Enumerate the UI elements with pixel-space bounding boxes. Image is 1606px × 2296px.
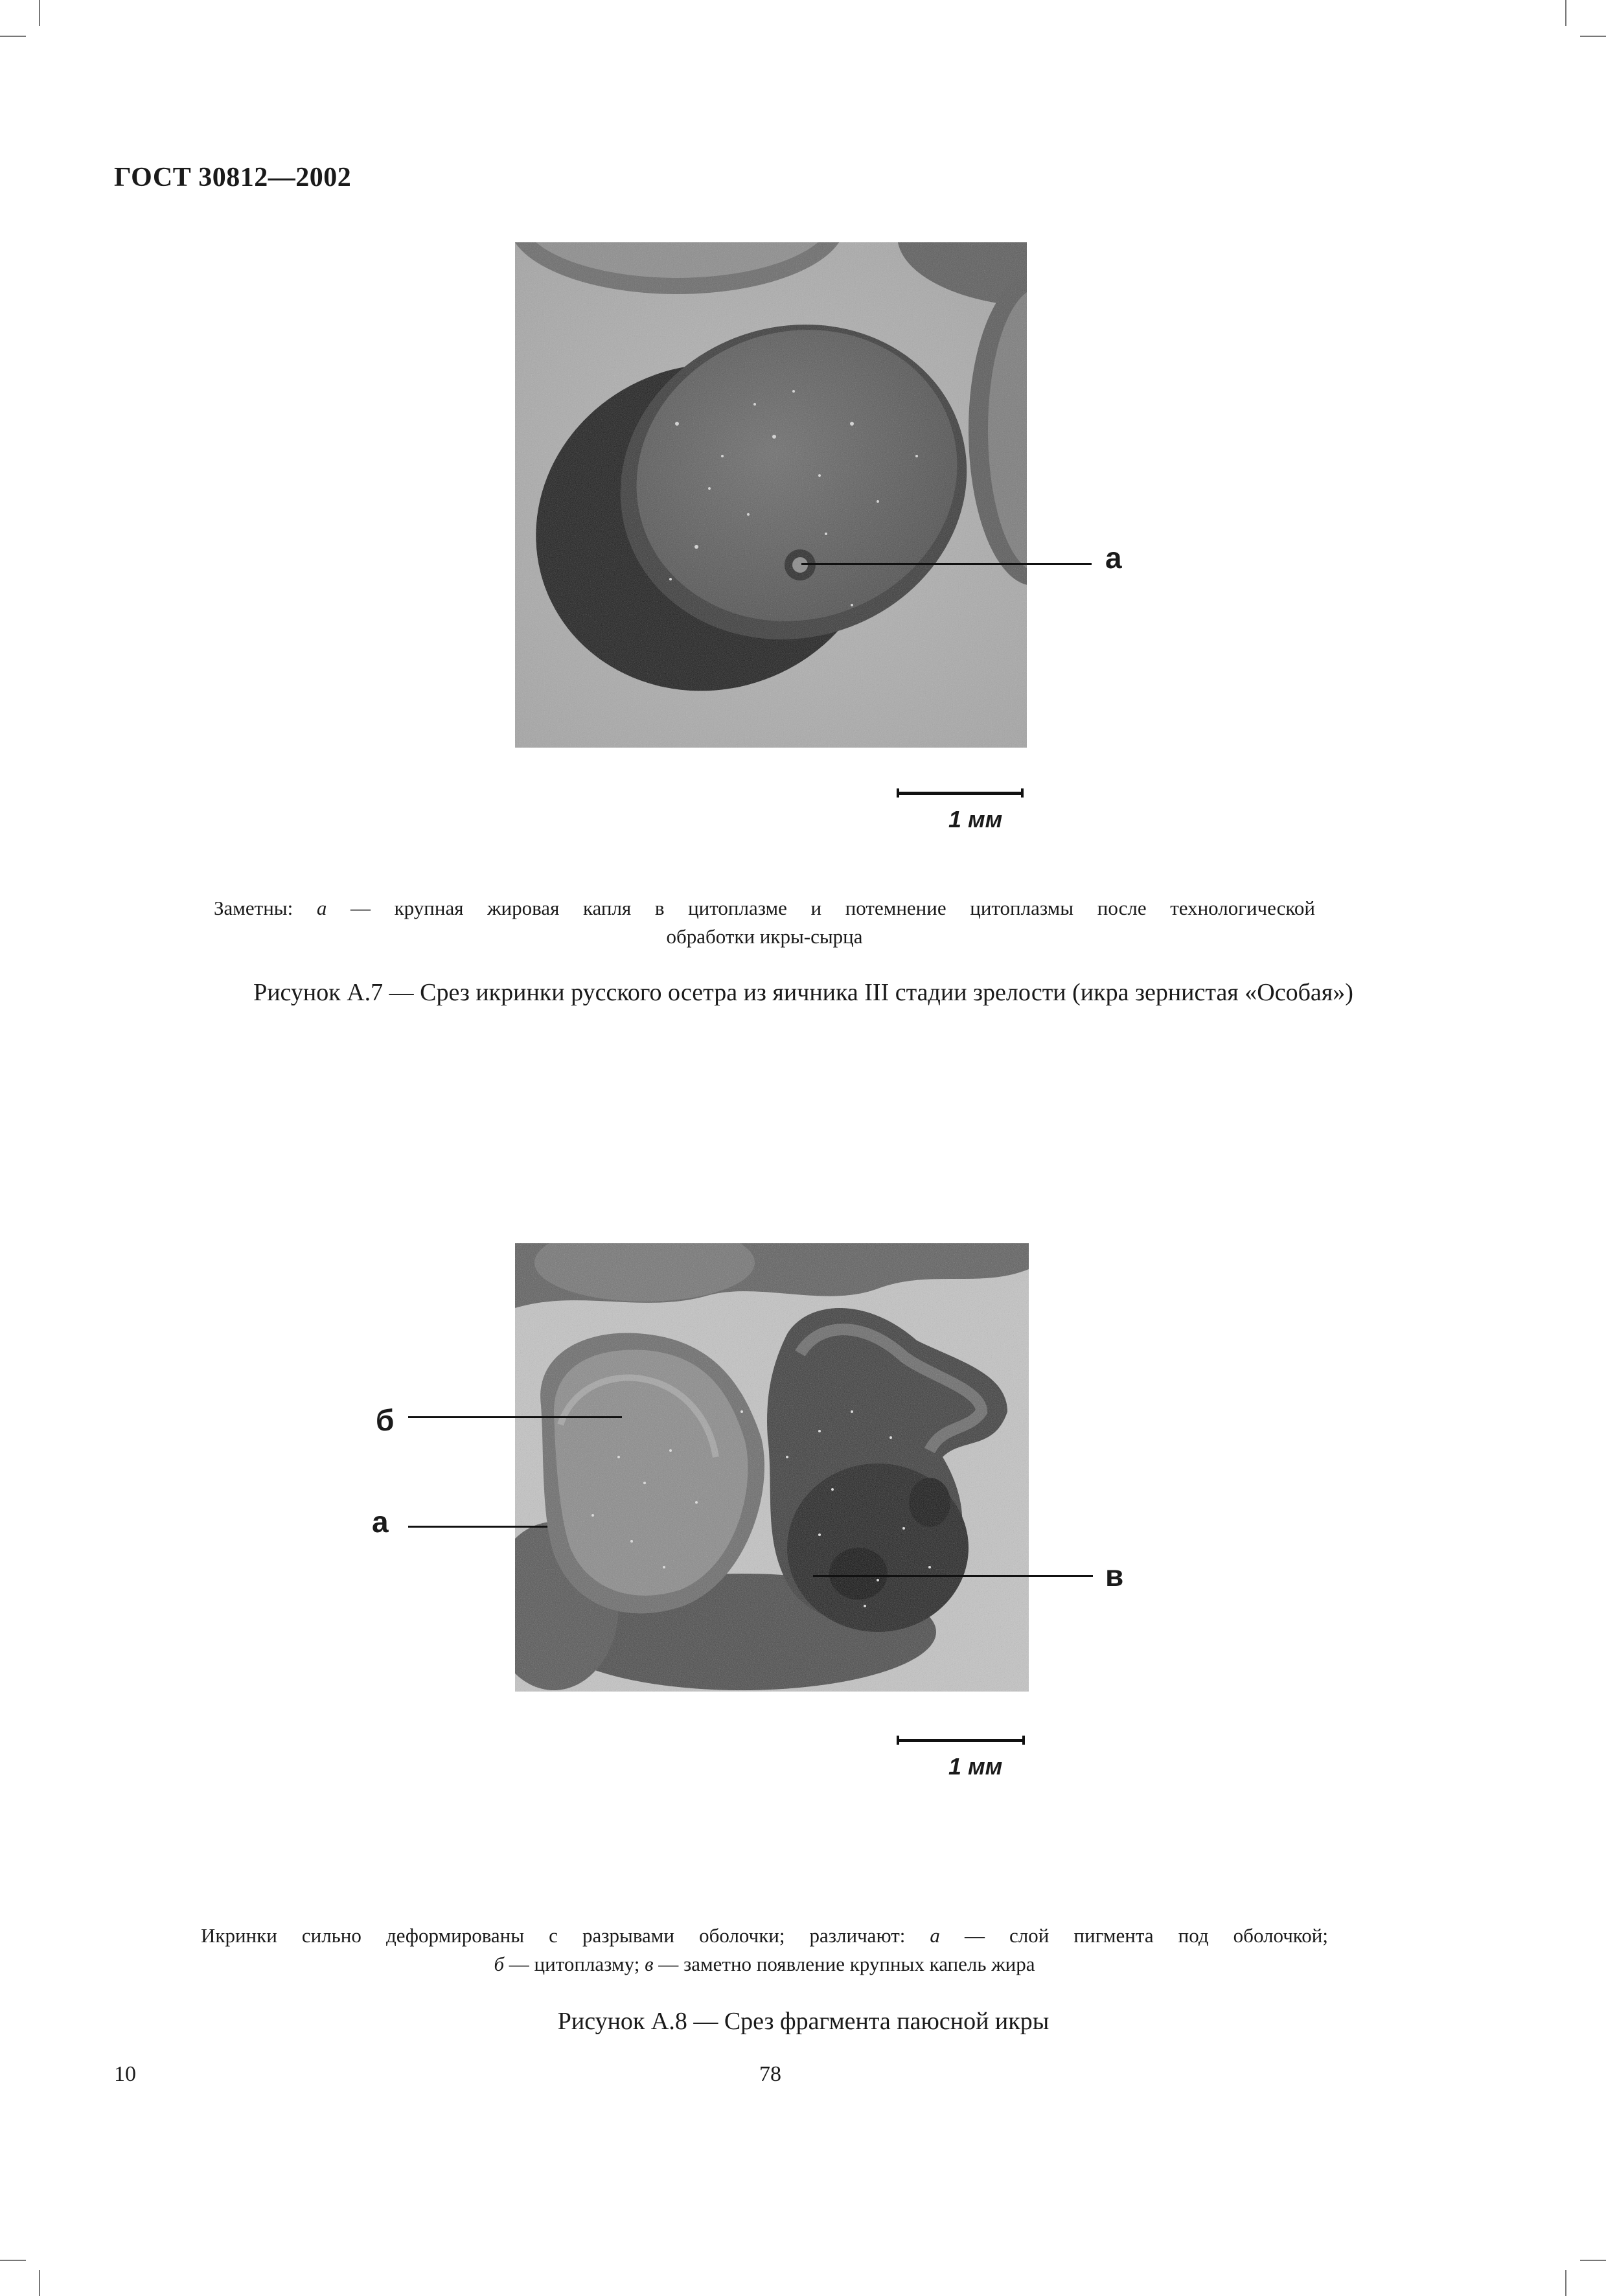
crop-mark xyxy=(0,2260,26,2261)
figure-note-a8 xyxy=(201,1922,1328,1979)
scale-bar-label: 1 мм xyxy=(948,1753,1003,1780)
scale-bar-a8 xyxy=(897,1731,1026,1783)
callout-label-v: в xyxy=(1105,1559,1124,1592)
figure-caption-a7: Рисунок А.7 — Срез икринки русского осетра из яичника III стадии зрелости (икра зернистая «Особая») xyxy=(253,979,1353,1006)
scale-bar-label: 1 мм xyxy=(948,806,1003,832)
callout-label-b: б xyxy=(376,1403,395,1437)
crop-mark xyxy=(1580,2260,1606,2261)
crop-mark xyxy=(0,36,26,37)
note-prefix: Заметны: xyxy=(214,897,317,919)
crop-mark xyxy=(1565,0,1566,26)
crop-mark xyxy=(1580,36,1606,37)
note-text: — крупная жировая капля в цитоплазме и потемнение цитоплазмы после технологической xyxy=(327,897,1316,919)
crop-mark xyxy=(39,2270,40,2296)
callout-line-a xyxy=(408,1526,547,1528)
note-text: Икринки сильно деформированы с разрывами оболочки; различают: xyxy=(201,1924,930,1947)
micrograph-figure-a8 xyxy=(515,1243,1029,1692)
page-number-left: 10 xyxy=(114,2062,136,2086)
callout-line-v xyxy=(813,1575,1093,1577)
scale-bar-tick xyxy=(897,1736,899,1745)
micrograph-figure-a7 xyxy=(515,242,1027,748)
crop-mark xyxy=(1565,2270,1566,2296)
note-text-line2: обработки икры-сырца xyxy=(666,925,863,948)
scale-bar-line xyxy=(897,1739,1025,1742)
callout-label-a: а xyxy=(372,1505,389,1539)
note-letter-a: а xyxy=(316,897,327,919)
note-text: — заметно появление крупных капель жира xyxy=(653,1953,1035,1975)
scale-bar-tick xyxy=(1022,1736,1025,1745)
note-text: — цитоплазму; xyxy=(504,1953,645,1975)
figure-note-a7 xyxy=(214,894,1315,951)
note-letter-b: б xyxy=(494,1953,505,1975)
note-letter-v: в xyxy=(645,1953,654,1975)
figure-caption-a8: Рисунок А.8 — Срез фрагмента паюсной икры xyxy=(557,2008,1050,2035)
scale-bar-tick xyxy=(1021,788,1024,798)
scale-bar-tick xyxy=(897,788,899,798)
note-letter-a: а xyxy=(930,1924,940,1947)
scale-bar-line xyxy=(897,792,1024,795)
callout-line-b xyxy=(408,1416,622,1418)
page-number-center: 78 xyxy=(759,2062,781,2086)
callout-label-a: а xyxy=(1105,541,1122,575)
crop-mark xyxy=(39,0,40,26)
note-text: — слой пигмента под оболочкой; xyxy=(939,1924,1328,1947)
scale-bar-a7 xyxy=(897,784,1026,836)
callout-line-a xyxy=(801,563,1092,565)
document-id: ГОСТ 30812—2002 xyxy=(114,163,352,192)
